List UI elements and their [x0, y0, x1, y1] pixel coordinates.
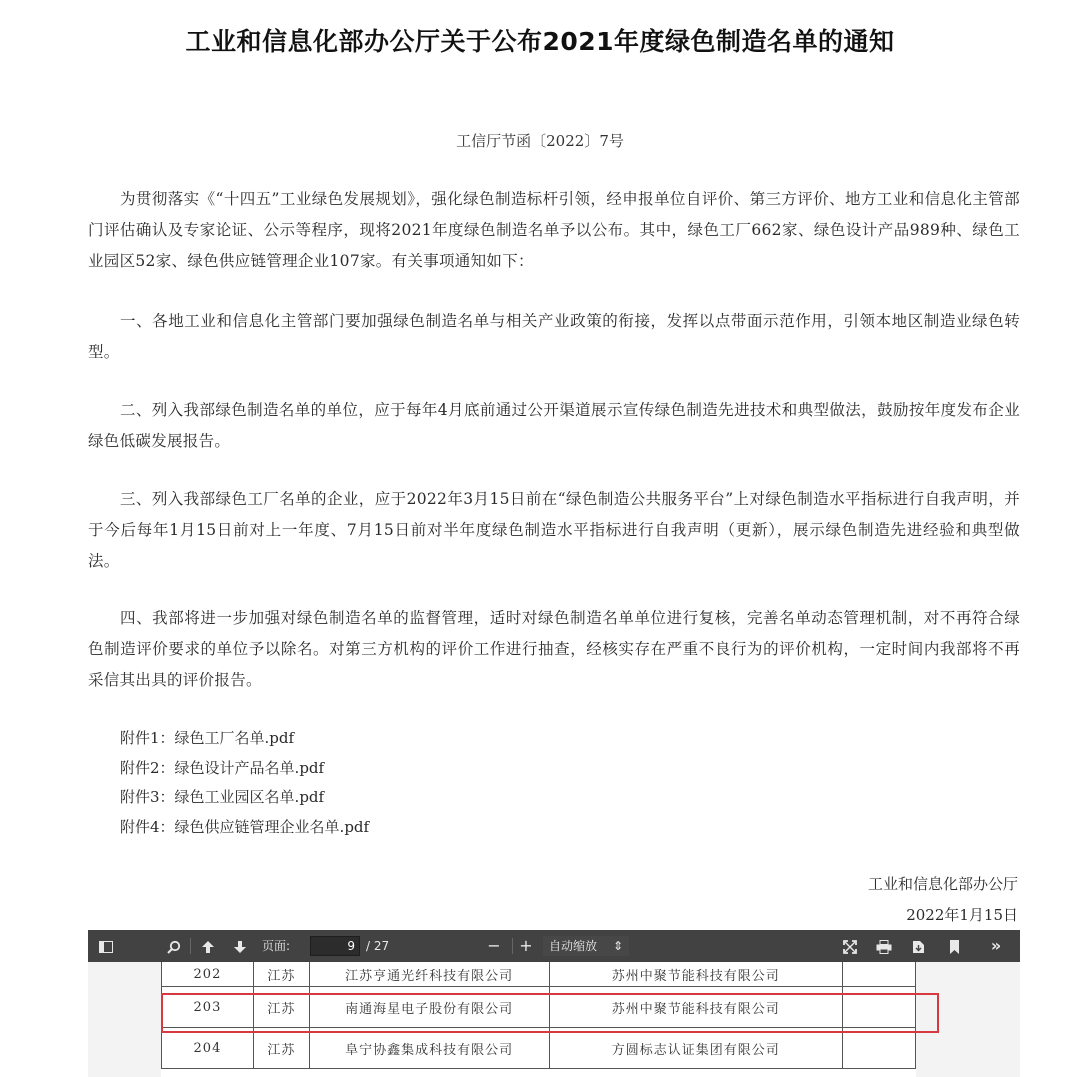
select-arrows-icon: ⇕	[612, 939, 623, 953]
item-3-paragraph: 三、列入我部绿色工厂名单的企业，应于2022年3月15日前在“绿色制造公共服务平台”上对绿色制造水平指标进行自我声明，并于今后每年1月15日前对上一年度、7月15日前对半年度绿色制造水平指标进行自我声明（更新），展示绿色制造先进经验和典型做法。	[88, 490, 1020, 570]
issuer-signature: 工业和信息化部办公厅	[867, 875, 1018, 893]
item-2-paragraph: 二、列入我部绿色制造名单的单位，应于每年4月底前通过公开渠道展示宣传绿色制造先进技术和典型做法，鼓励按年度发布企业绿色低碳发展报告。	[88, 401, 1020, 450]
table-row	[162, 987, 916, 1028]
arrow-up-icon[interactable]	[196, 930, 220, 962]
evaluator-cell: 苏州中聚节能科技有限公司	[549, 987, 843, 1028]
toolbar-separator	[190, 938, 191, 954]
row-number: 204	[162, 1028, 254, 1069]
attachment-link-4[interactable]: 附件4：绿色供应链管理企业名单.pdf	[120, 817, 370, 836]
attachment-link-1[interactable]: 附件1：绿色工厂名单.pdf	[120, 729, 295, 747]
company-cell: 江苏亨通光纤科技有限公司	[309, 962, 549, 987]
item-4-paragraph: 四、我部将进一步加强对绿色制造名单的监督管理，适时对绿色制造名单单位进行复核，完善名单动态管理机制，对不再符合绿色制造评价要求的单位予以除名。对第三方机构的评价工作进行抽查，经核实存在严重不良行为的评价机构，一定时间内我部将不再采信其出具的评价报告。	[88, 609, 1020, 689]
empty-cell	[843, 962, 916, 987]
page-label: 页面:	[262, 939, 291, 953]
green-factory-table	[161, 962, 916, 1069]
attachment-list	[120, 726, 369, 844]
table-row	[162, 962, 916, 987]
save-icon[interactable]	[906, 930, 930, 962]
zoom-out-button[interactable]: −	[487, 936, 501, 955]
company-cell: 南通海星电子股份有限公司	[309, 987, 549, 1028]
table-row	[162, 1028, 916, 1069]
print-icon[interactable]	[872, 930, 896, 962]
document-number: 工信厅节函〔2022〕7号	[456, 132, 624, 150]
pdf-toolbar	[88, 930, 1020, 962]
attachment-link-2[interactable]: 附件2：绿色设计产品名单.pdf	[120, 758, 325, 777]
page-number-input[interactable]: 9	[310, 936, 360, 956]
attachment-link-3[interactable]: 附件3：绿色工业园区名单.pdf	[120, 788, 325, 806]
row-number: 202	[162, 962, 254, 987]
province-cell: 江苏	[253, 1028, 309, 1069]
province-cell: 江苏	[253, 962, 309, 987]
item-1-paragraph: 一、各地工业和信息化主管部门要加强绿色制造名单与相关产业政策的衔接，发挥以点带面示范作用，引领本地区制造业绿色转型。	[88, 312, 1020, 361]
evaluator-cell: 苏州中聚节能科技有限公司	[549, 962, 843, 987]
fullscreen-icon[interactable]	[838, 930, 862, 962]
zoom-select[interactable]	[543, 936, 629, 956]
row-number: 203	[162, 987, 254, 1028]
arrow-down-icon[interactable]	[228, 930, 252, 962]
zoom-select-value: 自动缩放	[549, 939, 598, 953]
pdf-viewer	[88, 930, 1020, 1077]
total-pages: / 27	[366, 939, 390, 953]
search-icon[interactable]	[162, 930, 186, 962]
sidebar-toggle-icon[interactable]	[94, 930, 118, 962]
evaluator-cell: 方圆标志认证集团有限公司	[549, 1028, 843, 1069]
empty-cell	[843, 1028, 916, 1069]
zoom-in-button[interactable]: +	[519, 936, 533, 955]
company-cell: 阜宁协鑫集成科技有限公司	[309, 1028, 549, 1069]
toolbar-separator	[512, 938, 513, 954]
bookmark-icon[interactable]	[942, 930, 966, 962]
province-cell: 江苏	[253, 987, 309, 1028]
intro-paragraph: 为贯彻落实《“十四五”工业绿色发展规划》，强化绿色制造标杆引领，经申报单位自评价、第三方评价、地方工业和信息化主管部门评估确认及专家论证、公示等程序，现将2021年度绿色制造名单予以公布。其中，绿色工厂662家、绿色设计产品989种、绿色工业园区52家、绿色供应链管理企业107家。有关事项通知如下：	[88, 190, 1020, 270]
page-title: 工业和信息化部办公厅关于公布2021年度绿色制造名单的通知	[185, 27, 895, 56]
issue-date: 2022年1月15日	[906, 906, 1018, 924]
pdf-page	[161, 962, 916, 1077]
more-tools-icon[interactable]: »	[990, 936, 1002, 955]
empty-cell	[843, 987, 916, 1028]
